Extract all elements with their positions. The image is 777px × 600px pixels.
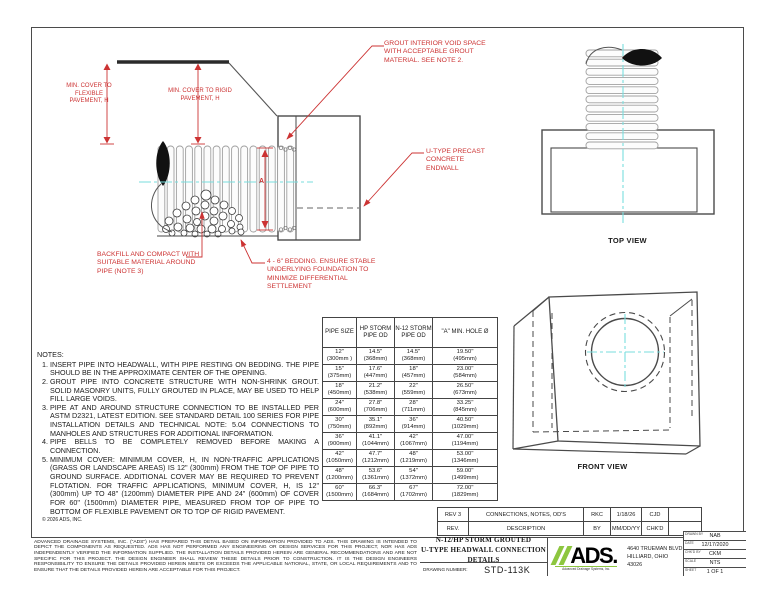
revision-cell: CONNECTIONS, NOTES, OD'S bbox=[469, 508, 584, 522]
cell-size-mm: (1029mm) bbox=[451, 424, 479, 430]
cell-size-in: 21.2" bbox=[368, 383, 383, 390]
pipe-table-cell bbox=[395, 433, 433, 450]
min-cover-flexible-label: MIN. COVER TO FLEXIBLE PAVEMENT, H bbox=[66, 83, 112, 104]
cell-size-mm: (711mm) bbox=[401, 407, 426, 413]
notes-list bbox=[37, 361, 319, 517]
ads-logo bbox=[555, 543, 617, 572]
meta-value: NTS bbox=[709, 560, 721, 566]
pipe-table-cell bbox=[395, 399, 433, 416]
cell-size-in: 12" bbox=[335, 349, 344, 356]
pipe-table-cell bbox=[323, 416, 357, 433]
pipe-table-row bbox=[323, 399, 498, 416]
revision-cell: REV. bbox=[438, 522, 469, 536]
pipe-table-cell bbox=[395, 484, 433, 501]
disclaimer-text: ADVANCED DRAINAGE SYSTEMS, INC. ("ADS") HAS PREPARED THIS DETAIL BASED ON INFORMATION PROVIDED TO ADS. THIS DRAWING IS INTENDED TO DEPICT THE COMPONENTS AS REQUESTED. ADS HAS NOT PERFORMED ANY ENGINEERING OR DESIGN SERVICES FOR THIS PROJECT, NOR HAS ADS INDEPENDENTLY VERIFIED THE INFORMATION SUPPLIED. THE INSTALLATION DETAILS PROVIDED HEREIN ARE GENERAL RECOMMENDATIONS AND ARE NOT SPECIFIC FOR THIS PROJECT. THE DESIGN ENGINEER SHALL REVIEW THESE DETAILS PRIOR TO CONSTRUCTION. IT IS THE DESIGN ENGINEERS RESPONSIBILITY TO ENSURE THE DETAILS PROVIDED HEREIN MEETS OR EXCEEDS THE APPLICABLE NATIONAL, STATE, OR LOCAL REQUIREMENTS AND TO ENSURE THAT THE DETAILS PROVIDED HEREIN ARE ACCEPTABLE FOR THIS PROJECT. bbox=[31, 537, 421, 576]
drawing-title-box bbox=[420, 537, 548, 576]
pipe-table-cell bbox=[433, 399, 498, 416]
cell-size-in: 26.50" bbox=[456, 383, 474, 390]
cell-size-mm: (750mm) bbox=[327, 424, 352, 430]
pipe-table-cell bbox=[357, 399, 395, 416]
cell-size-mm: (450mm) bbox=[327, 390, 352, 396]
revision-cell bbox=[669, 508, 702, 522]
cell-size-mm: (900mm) bbox=[327, 441, 352, 447]
pipe-table-header-cell: N-12 STORM PIPE OD bbox=[395, 318, 433, 348]
cell-size-in: 53.6" bbox=[368, 468, 383, 475]
pipe-table-cell bbox=[323, 382, 357, 399]
bedding-annotation: 4 - 6" BEDDING. ENSURE STABLE UNDERLYING FOUNDATION TO MINIMIZE DIFFERENTIAL SETTLEMENT bbox=[267, 258, 376, 291]
cell-size-mm: (368mm) bbox=[363, 356, 388, 362]
cell-size-in: 36" bbox=[335, 434, 344, 441]
dim-a-label: A bbox=[259, 178, 265, 185]
company-address bbox=[627, 545, 683, 569]
pipe-table-cell bbox=[433, 484, 498, 501]
pipe-table-cell bbox=[433, 433, 498, 450]
revision-table-body bbox=[438, 508, 702, 536]
revision-table bbox=[437, 507, 702, 536]
cell-size-mm: (673mm) bbox=[453, 390, 477, 396]
cell-size-in: 66.3" bbox=[368, 485, 383, 492]
cell-size-mm: (1361mm) bbox=[362, 475, 389, 481]
meta-value: 1 OF 1 bbox=[706, 569, 724, 575]
cell-size-mm: (600mm) bbox=[327, 407, 352, 413]
top-view-label: TOP VIEW bbox=[608, 236, 647, 245]
drawing-title-line2: U-TYPE HEADWALL CONNECTION DETAILS bbox=[420, 545, 547, 565]
pipe-table-cell bbox=[433, 416, 498, 433]
cell-size-mm: (559mm) bbox=[401, 390, 426, 396]
meta-value: CKM bbox=[709, 551, 721, 557]
note-item: 4. PIPE BELLS TO BE COMPLETELY REMOVED BEFORE MAKING A CONNECTION. bbox=[50, 438, 319, 455]
cell-size-in: 60" bbox=[335, 485, 344, 492]
cell-size-mm: (1212mm) bbox=[362, 458, 389, 464]
pipe-table-cell bbox=[395, 365, 433, 382]
cell-size-mm: (1829mm) bbox=[451, 492, 479, 498]
cell-size-in: 40.50" bbox=[456, 417, 474, 424]
pipe-table-row bbox=[323, 348, 498, 365]
meta-row bbox=[684, 568, 746, 576]
cell-size-in: 28" bbox=[409, 400, 418, 407]
pipe-table-cell bbox=[323, 365, 357, 382]
cell-size-in: 22" bbox=[409, 383, 418, 390]
cell-size-mm: (845mm) bbox=[453, 407, 477, 413]
logo-tagline: Advanced Drainage Systems, Inc. bbox=[555, 566, 617, 572]
cell-size-in: 41.1" bbox=[368, 434, 383, 441]
pipe-table-cell bbox=[323, 348, 357, 365]
top-view-drawing bbox=[542, 44, 714, 223]
cell-size-mm: (1346mm) bbox=[451, 458, 479, 464]
notes-heading: NOTES: bbox=[37, 350, 64, 359]
revision-cell: MM/DD/YY bbox=[611, 522, 642, 536]
cell-size-in: 48" bbox=[335, 468, 344, 475]
cell-size-in: 24" bbox=[335, 400, 344, 407]
cell-size-mm: (1372mm) bbox=[400, 475, 427, 481]
cell-size-mm: (892mm) bbox=[363, 424, 388, 430]
cell-size-in: 54" bbox=[409, 468, 418, 475]
cell-size-in: 14.5" bbox=[368, 349, 383, 356]
meta-label: DATE bbox=[685, 541, 694, 545]
meta-label: DRAWN BY bbox=[685, 532, 704, 536]
cell-size-in: 47.00" bbox=[456, 434, 474, 441]
meta-row bbox=[684, 532, 746, 541]
pipe-table-cell bbox=[433, 365, 498, 382]
utype-endwall-annotation: U-TYPE PRECAST CONCRETE ENDWALL bbox=[426, 148, 485, 172]
pipe-table-cell bbox=[357, 348, 395, 365]
notes-section bbox=[37, 351, 319, 516]
cell-size-mm: (1194mm) bbox=[451, 441, 479, 447]
revision-cell: CHK'D bbox=[642, 522, 669, 536]
pipe-table-cell bbox=[395, 450, 433, 467]
pipe-table-cell bbox=[357, 433, 395, 450]
cell-size-in: 67" bbox=[409, 485, 418, 492]
cell-size-mm: (1200mm) bbox=[326, 475, 353, 481]
meta-label: CHK'D BY bbox=[685, 550, 701, 554]
cell-size-in: 36" bbox=[409, 417, 418, 424]
pipe-table-cell bbox=[323, 467, 357, 484]
cell-size-mm: (1044mm) bbox=[362, 441, 389, 447]
pipe-table-cell bbox=[395, 416, 433, 433]
pipe-table-row bbox=[323, 484, 498, 501]
revision-row bbox=[438, 508, 702, 522]
cell-size-mm: (300mm ) bbox=[326, 356, 353, 362]
revision-cell: RKC bbox=[584, 508, 611, 522]
cell-size-in: 59.00" bbox=[456, 468, 474, 475]
revision-row bbox=[438, 522, 702, 536]
revision-cell: DESCRIPTION bbox=[469, 522, 584, 536]
revision-cell: REV 3 bbox=[438, 508, 469, 522]
cell-size-mm: (1219mm) bbox=[400, 458, 427, 464]
meta-value: 12/17/2020 bbox=[701, 542, 729, 548]
cell-size-in: 17.6" bbox=[368, 366, 383, 373]
cell-size-mm: (375mm) bbox=[327, 373, 352, 379]
cross-section-drawing bbox=[100, 46, 424, 263]
cell-size-mm: (1050mm) bbox=[326, 458, 353, 464]
pipe-table-row bbox=[323, 365, 498, 382]
cell-size-mm: (914mm) bbox=[401, 424, 426, 430]
pipe-table-row bbox=[323, 450, 498, 467]
pipe-table-header-row bbox=[323, 318, 498, 348]
pipe-size-table bbox=[322, 317, 498, 501]
pipe-table-cell bbox=[357, 416, 395, 433]
meta-value: NAB bbox=[709, 533, 721, 539]
pipe-table-row bbox=[323, 382, 498, 399]
cell-size-in: 48" bbox=[409, 451, 418, 458]
note-item: 1. INSERT PIPE INTO HEADWALL, WITH PIPE RESTING ON BEDDING. THE PIPE SHOULD BE IN THE APPROXIMATE CENTER OF THE OPENING. bbox=[50, 361, 319, 378]
backfill-annotation: BACKFILL AND COMPACT WITH SUITABLE MATERIAL AROUND PIPE (NOTE 3) bbox=[97, 251, 200, 275]
cell-size-in: 72.00" bbox=[456, 485, 474, 492]
cell-size-mm: (1499mm) bbox=[451, 475, 479, 481]
pipe-table-cell bbox=[395, 382, 433, 399]
copyright-note: © 2026 ADS, INC. bbox=[42, 517, 83, 523]
drawing-number-value: STD-113K bbox=[484, 564, 531, 575]
drawing-number-label: DRAWING NUMBER: bbox=[423, 567, 468, 572]
front-view-label: FRONT VIEW bbox=[577, 462, 628, 471]
cell-size-mm: (495mm) bbox=[453, 356, 477, 362]
pipe-table-header-cell: PIPE SIZE bbox=[323, 318, 357, 348]
pipe-table-cell bbox=[357, 467, 395, 484]
cell-size-in: 14.5" bbox=[406, 349, 421, 356]
pipe-table-cell bbox=[357, 365, 395, 382]
revision-cell: CJD bbox=[642, 508, 669, 522]
cell-size-in: 30" bbox=[335, 417, 344, 424]
cell-size-mm: (1067mm) bbox=[400, 441, 427, 447]
pipe-table-row bbox=[323, 467, 498, 484]
pipe-table-cell bbox=[433, 450, 498, 467]
pipe-table-row bbox=[323, 433, 498, 450]
meta-row bbox=[684, 550, 746, 559]
cell-size-in: 18" bbox=[335, 383, 344, 390]
pipe-table-header-cell: "A" MIN. HOLE Ø bbox=[433, 318, 498, 348]
cell-size-mm: (538mm) bbox=[363, 390, 388, 396]
pipe-table-cell bbox=[357, 450, 395, 467]
cell-size-in: 19.50" bbox=[456, 349, 474, 356]
cell-size-in: 15" bbox=[335, 366, 344, 373]
address-line1: 4640 TRUEMAN BLVD bbox=[627, 545, 683, 552]
pipe-table-body bbox=[323, 348, 498, 501]
meta-row bbox=[684, 559, 746, 568]
revision-cell: BY bbox=[584, 522, 611, 536]
meta-row bbox=[684, 541, 746, 550]
address-line2: HILLIARD, OHIO 43026 bbox=[627, 553, 669, 569]
note-item: 3. PIPE AT AND AROUND STRUCTURE CONNECTION TO BE INSTALLED PER ASTM D2321, LATEST EDITION. SEE STANDARD DETAIL 100 SERIES FOR PIPE INSTALLATION DETAILS AND TECHNICAL NOTE: 5.04 CONNECTIONS TO MANHOLES AND STRUCTURES FOR ADDITIONAL INFORMATION. bbox=[50, 404, 319, 439]
cell-size-in: 53.00" bbox=[456, 451, 474, 458]
pipe-table-cell bbox=[395, 467, 433, 484]
note-item: 5. MINIMUM COVER: MINIMUM COVER, H, IN NON-TRAFFIC APPLICATIONS (GRASS OR LANDSCAPE AREAS) IS 12" (300mm) FROM THE TOP OF PIPE TO GROUND SURFACE. ADDITIONAL COVER MAY BE REQUIRED TO PREVENT FLOTATION. FOR TRAFFIC APPLICATIONS, MINIMUM COVER, H, IS 12" (300mm) UP TO 48" (1200mm) DIAMETER PIPE AND 24" (600mm) OF COVER FOR 60" (1500mm) DIAMETER PIPE, MEASURED FROM TOP OF PIPE TO BOTTOM OF FLEXIBLE PAVEMENT OR TO TOP OF RIGID PAVEMENT. bbox=[50, 456, 319, 516]
drawing-title-line1: N-12/HP STORM GROUTED bbox=[435, 535, 532, 544]
cell-size-in: 33.25" bbox=[456, 400, 474, 407]
pipe-table-cell bbox=[323, 399, 357, 416]
pipe-table-cell bbox=[357, 484, 395, 501]
meta-label: SHEET bbox=[685, 568, 697, 572]
pipe-table-cell bbox=[323, 484, 357, 501]
grout-annotation: GROUT INTERIOR VOID SPACE WITH ACCEPTABLE GROUT MATERIAL. SEE NOTE 2. bbox=[384, 40, 486, 64]
logo-wordmark: ADS. bbox=[570, 542, 617, 568]
cell-size-mm: (457mm) bbox=[401, 373, 426, 379]
cell-size-mm: (447mm) bbox=[363, 373, 388, 379]
cell-size-mm: (1500mm) bbox=[326, 492, 353, 498]
cell-size-mm: (368mm) bbox=[401, 356, 426, 362]
pipe-table-cell bbox=[433, 348, 498, 365]
titleblock-meta-column bbox=[683, 531, 746, 576]
cell-size-in: 27.8" bbox=[368, 400, 383, 407]
logo-panel bbox=[548, 537, 683, 576]
drawing-title bbox=[420, 535, 547, 565]
cell-size-mm: (1684mm) bbox=[362, 492, 389, 498]
cell-size-mm: (1702mm) bbox=[400, 492, 427, 498]
pipe-table-cell bbox=[433, 382, 498, 399]
pipe-table-header-cell: HP STORM PIPE OD bbox=[357, 318, 395, 348]
pipe-table-cell bbox=[395, 348, 433, 365]
pipe-table-cell bbox=[323, 450, 357, 467]
cell-size-in: 35.1" bbox=[368, 417, 383, 424]
pipe-table-row bbox=[323, 416, 498, 433]
meta-label: SCALE bbox=[685, 559, 697, 563]
front-view-drawing bbox=[513, 292, 700, 454]
cell-size-in: 23.00" bbox=[456, 366, 474, 373]
cell-size-in: 42" bbox=[409, 434, 418, 441]
min-cover-rigid-label: MIN. COVER TO RIGID PAVEMENT, H bbox=[168, 88, 232, 102]
pipe-table-cell bbox=[323, 433, 357, 450]
cell-size-mm: (584mm) bbox=[453, 373, 477, 379]
pipe-table-cell bbox=[357, 382, 395, 399]
cell-size-mm: (706mm) bbox=[363, 407, 388, 413]
revision-cell: 1/18/26 bbox=[611, 508, 642, 522]
pipe-table-cell bbox=[433, 467, 498, 484]
cell-size-in: 47.7" bbox=[368, 451, 383, 458]
note-item: 2. GROUT PIPE INTO CONCRETE STRUCTURE WITH NON-SHRINK GROUT. SOLID MASONRY UNITS, FULLY GROUTED IN PLACE, MAY BE USED TO HELP FILL LARGE VOIDS. bbox=[50, 378, 319, 404]
cell-size-in: 42" bbox=[335, 451, 344, 458]
cell-size-in: 18" bbox=[409, 366, 418, 373]
